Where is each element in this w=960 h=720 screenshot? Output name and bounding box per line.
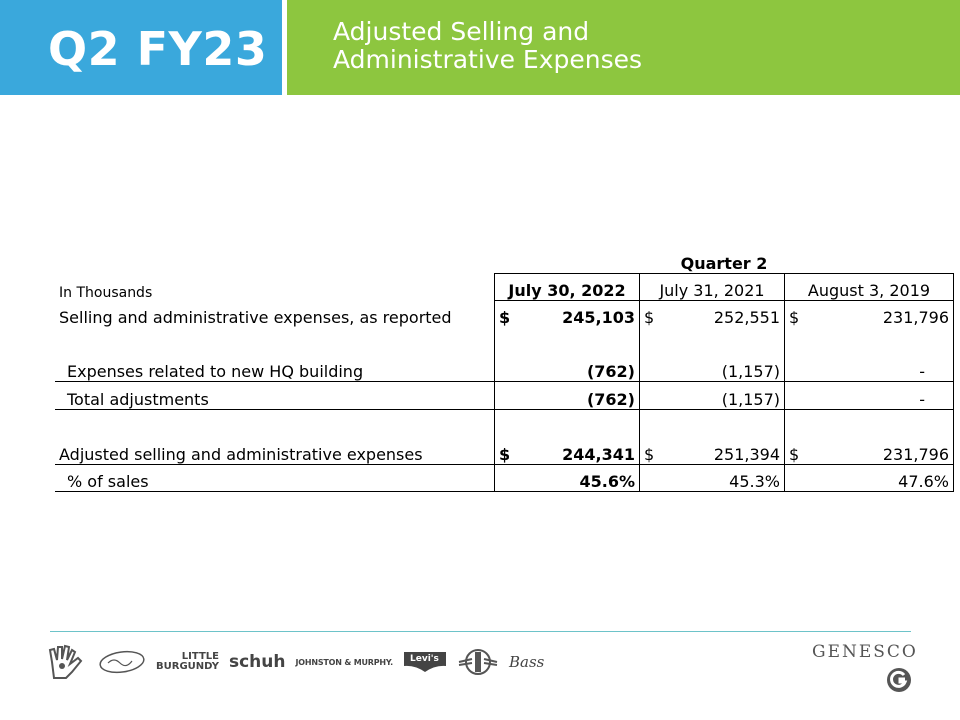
currency-symbol: $ (789, 445, 800, 464)
column-header-2022: July 30, 2022 (495, 274, 640, 301)
value-hq-2021: (1,157) (640, 327, 785, 382)
quarter-badge: Q2 FY23 (48, 22, 268, 76)
value-adjusted-2019: 231,796 (882, 445, 949, 464)
table-row-hq (55, 327, 954, 382)
quarter-group-header: Quarter 2 (680, 254, 768, 273)
brand-logo-strip (46, 642, 544, 682)
cell-reported-2021 (640, 301, 785, 328)
value-reported-2022: 245,103 (562, 308, 635, 327)
cell-adjusted-2021 (640, 410, 785, 465)
currency-symbol: $ (789, 308, 800, 327)
schuh-logo: schuh (228, 652, 286, 672)
value-total-adj-2019: - (785, 382, 954, 410)
value-pct-2019: 47.6% (785, 465, 954, 492)
value-total-adj-2022: (762) (495, 382, 640, 410)
value-adjusted-2021: 251,394 (713, 445, 780, 464)
column-header-row (55, 274, 954, 301)
value-reported-2021: 252,551 (713, 308, 780, 327)
levis-wordmark: Levi's (410, 654, 439, 664)
journeys-hand-logo-icon (46, 644, 88, 680)
group-header-row (55, 247, 954, 274)
dockers-wings-logo-icon (457, 644, 499, 680)
currency-symbol: $ (644, 308, 655, 327)
row-label-pct-sales: % of sales (55, 465, 495, 492)
little-burgundy-line-2: BURGUNDY (156, 661, 219, 672)
column-header-2021: July 31, 2021 (640, 274, 785, 301)
value-total-adj-2021: (1,157) (640, 382, 785, 410)
row-label-reported: Selling and administrative expenses, as reported (59, 308, 452, 327)
genesco-g-icon (886, 667, 912, 693)
table-row-pct-sales (55, 465, 954, 492)
cell-reported-2022 (495, 301, 640, 328)
table-row-adjusted (55, 410, 954, 465)
table-row-reported (55, 301, 954, 328)
journeys-kidz-logo-icon (98, 649, 146, 675)
value-hq-2019: - (785, 327, 954, 382)
levis-logo (403, 651, 447, 673)
value-hq-2022: (762) (495, 327, 640, 382)
bass-logo: Bass (509, 653, 545, 671)
johnston-murphy-logo: JOHNSTON & MURPHY. (295, 657, 393, 667)
currency-symbol: $ (499, 445, 511, 464)
units-label: In Thousands (59, 284, 153, 301)
cell-adjusted-2022 (495, 410, 640, 465)
column-header-2019: August 3, 2019 (785, 274, 954, 301)
expenses-table (55, 247, 954, 492)
little-burgundy-logo (156, 652, 219, 672)
slide-title-line-1: Adjusted Selling and (333, 17, 590, 46)
table-row-total-adjustments (55, 382, 954, 410)
value-pct-2022: 45.6% (495, 465, 640, 492)
row-label-adjusted: Adjusted selling and administrative expenses (55, 410, 495, 465)
value-reported-2019: 231,796 (882, 308, 949, 327)
currency-symbol: $ (499, 308, 511, 327)
currency-symbol: $ (644, 445, 655, 464)
cell-reported-2019 (785, 301, 954, 328)
row-label-hq: Expenses related to new HQ building (55, 327, 495, 382)
genesco-wordmark: GENESCO (812, 642, 918, 662)
cell-adjusted-2019 (785, 410, 954, 465)
footer-rule (50, 631, 911, 632)
row-label-total-adjustments: Total adjustments (67, 390, 209, 409)
value-adjusted-2022: 244,341 (562, 445, 635, 464)
slide-title (333, 18, 933, 74)
little-burgundy-line-1: LITTLE (181, 651, 219, 662)
value-pct-2021: 45.3% (640, 465, 785, 492)
slide-title-line-2: Administrative Expenses (333, 45, 643, 74)
